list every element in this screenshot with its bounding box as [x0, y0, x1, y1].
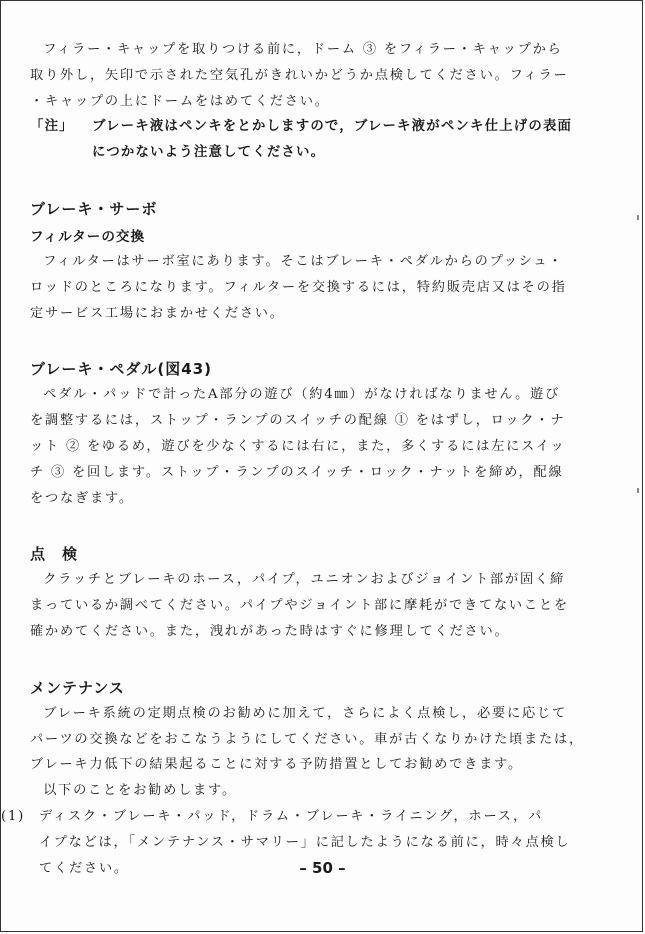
inspection-line-3: 確かめてください。また，洩れがあった時はすぐに修理してください。	[30, 623, 510, 639]
intro-paragraph	[30, 37, 596, 114]
page-number: – 50 –	[299, 859, 346, 877]
heading-brake-pedal: ブレーキ・ペダル(図43)	[30, 360, 212, 379]
brake-pedal-paragraph	[30, 382, 596, 511]
inspection-paragraph	[30, 567, 596, 644]
brake-pedal-line-3: ット ② をゆるめ，遊びを少なくするには右に，また，多くするには左にスイッ	[30, 438, 566, 454]
item-1-line-2: イプなどは，「メンテナンス・サマリー」に記したようになる前に，時々点検し	[39, 834, 571, 850]
brake-pedal-line-4: チ ③ を回します。ストップ・ランプのスイッチ・ロック・ナットを締め，配線	[30, 464, 564, 480]
intro-line-1: フィラー・キャップを取りつける前に，ドーム ③ をフィラー・キャップから	[43, 42, 563, 57]
inspection-line-2: まっているか調べてください。パイプやジョイント部に摩耗ができてないことを	[30, 598, 569, 614]
brake-servo-line-3: 定サービス工場におまかせください。	[30, 305, 285, 321]
brake-servo-line-2: ロッドのところになります。フィルターを交換するには，特約販売店又はその指	[30, 279, 567, 295]
brake-pedal-line-1: ペダル・パッドで計ったA部分の遊び（約4㎜）がなければなりません。遊び	[43, 387, 561, 403]
caution-line-2: につかないよう注意してください。	[92, 145, 326, 161]
scan-speck	[637, 488, 639, 493]
maintenance-line-4: 以下のことをお勧めします。	[43, 783, 237, 799]
subheading-filter-replacement: フィルターの交換	[30, 228, 146, 245]
maintenance-paragraph	[30, 701, 596, 804]
heading-inspection: 点 検	[30, 545, 79, 564]
intro-line-2: 取り外し，矢印で示された空気孔がきれいかどうか点検してください。フィラー	[30, 67, 569, 83]
item-number: (1)	[1, 808, 26, 824]
caution-body	[92, 114, 596, 166]
brake-pedal-line-5: をつなぎます。	[30, 490, 134, 506]
caution-note	[30, 114, 596, 166]
heading-brake-servo: ブレーキ・サーボ	[30, 199, 158, 218]
brake-servo-paragraph	[30, 249, 596, 326]
heading-maintenance: メンテナンス	[30, 678, 125, 697]
item-1-line-1: ディスク・ブレーキ・パッド，ドラム・ブレーキ・ライニング，ホース，パ	[39, 808, 544, 824]
caution-label: 「注」	[30, 119, 74, 135]
page-content	[1, 37, 596, 881]
caution-line-1: ブレーキ液はペンキをとかしますので，ブレーキ液がペンキ仕上げの表面	[92, 119, 573, 135]
scan-speck	[637, 215, 639, 220]
maintenance-line-3: ブレーキ力低下の結果起ることに対する予防措置としてお勧めできます。	[30, 757, 524, 773]
maintenance-line-2: パーツの交換などをおこなうようにしてください。車が古くなりかけた頃または，	[30, 731, 585, 747]
brake-servo-line-1: フィルターはサーボ室にあります。そこはブレーキ・ペダルからのプッシュ・	[43, 253, 564, 269]
inspection-line-1: クラッチとブレーキのホース，パイプ，ユニオンおよびジョイント部が固く締	[43, 572, 565, 588]
brake-pedal-line-2: を調整するには，ストップ・ランプのスイッチの配線 ① をはずし，ロック・ナ	[30, 413, 566, 429]
intro-line-3: ・キャップの上にドームをはめてください。	[30, 93, 330, 109]
maintenance-line-1: ブレーキ系統の定期点検のお勧めに加えて，さらによく点検し，必要に応じて	[43, 705, 567, 721]
item-1-line-3: てください。	[39, 860, 129, 876]
